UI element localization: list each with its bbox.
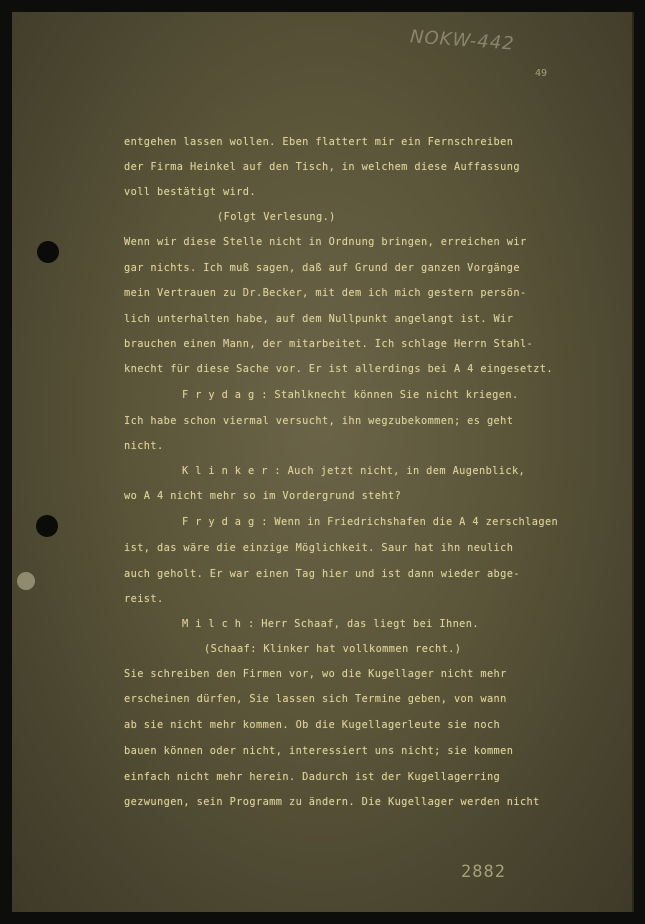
punch-hole-mark xyxy=(17,572,35,590)
text-line: lich unterhalten habe, auf dem Nullpunkt angelangt ist. Wir xyxy=(124,313,514,325)
text-line: voll bestätigt wird. xyxy=(124,186,256,198)
text-line: (Schaaf: Klinker hat vollkommen recht.) xyxy=(204,643,462,655)
speaker-line: K l i n k e r : Auch jetzt nicht, in dem Augenblick, xyxy=(182,465,526,477)
text-line: ab sie nicht mehr kommen. Ob die Kugellagerleute sie noch xyxy=(124,719,501,731)
text-line: knecht für diese Sache vor. Er ist allerdings bei A 4 eingesetzt. xyxy=(124,363,553,375)
punch-hole-top xyxy=(37,241,59,263)
text-line: einfach nicht mehr herein. Dadurch ist der Kugellagerring xyxy=(124,771,501,783)
text-line: wo A 4 nicht mehr so im Vordergrund steht? xyxy=(124,490,402,502)
text-line: Wenn wir diese Stelle nicht in Ordnung bringen, erreichen wir xyxy=(124,236,527,248)
text-line: entgehen lassen wollen. Eben flattert mir ein Fernschreiben xyxy=(124,136,514,148)
text-line: der Firma Heinkel auf den Tisch, in welchem diese Auffassung xyxy=(124,161,520,173)
text-line: (Folgt Verlesung.) xyxy=(217,211,336,223)
text-line: Sie schreiben den Firmen vor, wo die Kugellager nicht mehr xyxy=(124,668,507,680)
text-line: ist, das wäre die einzige Möglichkeit. Saur hat ihn neulich xyxy=(124,542,514,554)
text-line: Ich habe schon viermal versucht, ihn wegzubekommen; es geht xyxy=(124,415,514,427)
text-line: bauen können oder nicht, interessiert uns nicht; sie kommen xyxy=(124,745,514,757)
text-line: nicht. xyxy=(124,440,164,452)
speaker-line: F r y d a g : Wenn in Friedrichshafen die A 4 zerschlagen xyxy=(182,516,559,528)
punch-hole-bottom xyxy=(36,515,58,537)
speaker-line: F r y d a g : Stahlknecht können Sie nicht kriegen. xyxy=(182,389,519,401)
text-line: erscheinen dürfen, Sie lassen sich Termine geben, von wann xyxy=(124,693,507,705)
text-line: gezwungen, sein Programm zu ändern. Die Kugellager werden nicht xyxy=(124,796,540,808)
document-stamp: NOKW-442 xyxy=(409,26,516,55)
page-number: 49 xyxy=(535,68,548,79)
text-line: mein Vertrauen zu Dr.Becker, mit dem ich mich gestern persön- xyxy=(124,287,527,299)
footer-number: 2882 xyxy=(461,862,506,882)
text-line: gar nichts. Ich muß sagen, daß auf Grund der ganzen Vorgänge xyxy=(124,262,520,274)
text-line: brauchen einen Mann, der mitarbeitet. Ich schlage Herrn Stahl- xyxy=(124,338,534,350)
text-line: reist. xyxy=(124,593,164,605)
text-line: auch geholt. Er war einen Tag hier und ist dann wieder abge- xyxy=(124,568,520,580)
document-page xyxy=(12,12,634,912)
speaker-line: M i l c h : Herr Schaaf, das liegt bei Ihnen. xyxy=(182,618,479,630)
